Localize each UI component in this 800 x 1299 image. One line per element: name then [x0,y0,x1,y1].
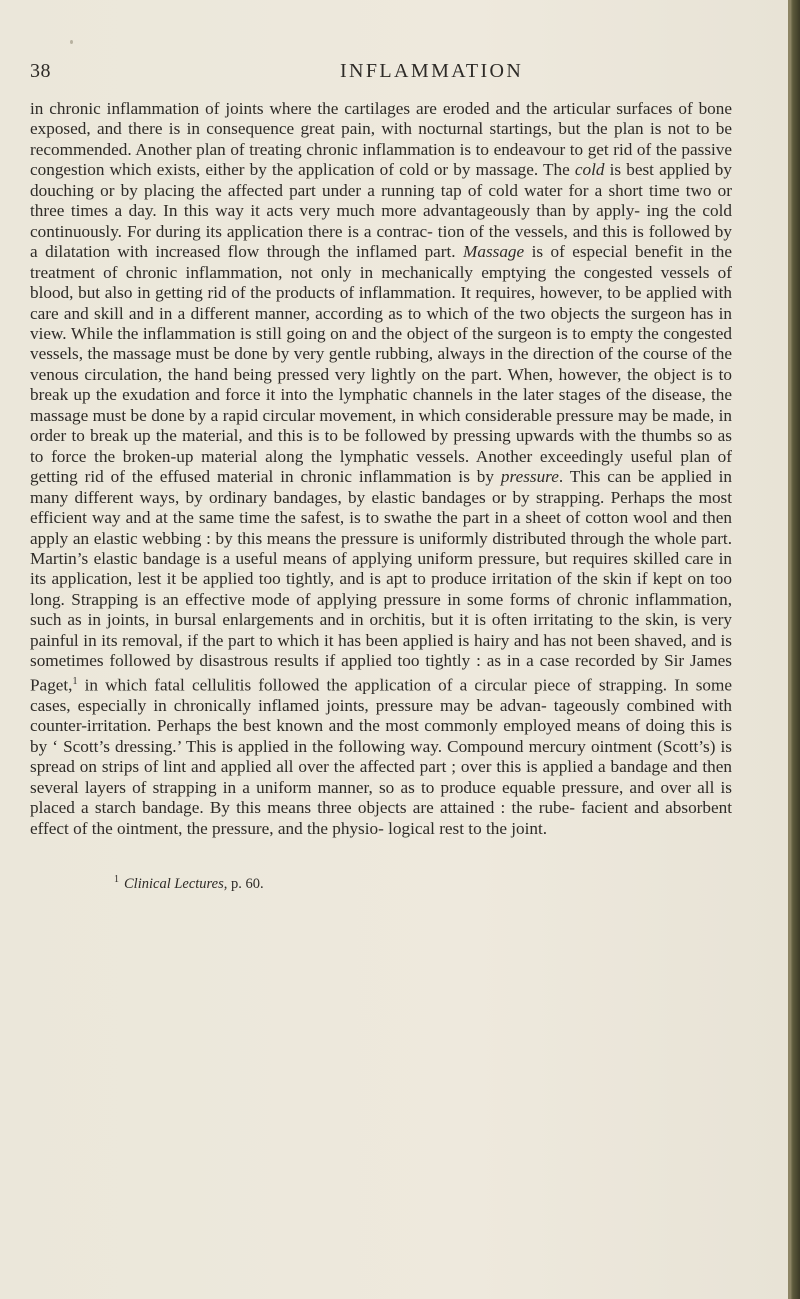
emphasis-pressure: pressure [500,467,559,487]
text-segment: is of especial benefit in the treatment of chronic inflammation, not only in mechanically emptying the congested vessels of blood, but also in getting rid of the products of inflammation. It requires, however, to be applied with care and skill and in a different manner, according as to which of the two objects the surgeon has in view. While the inflammation is still going on and the object of the surgeon is to empty the congested vessels, the massage must be done by very gentle rubbing, always in the direction of the course of the venous circulation, the hand being pressed very lightly on the part. When, however, the object is to break up the exudation and force it into the lymphatic channels in the later stages of the disease, the massage must be done by a rapid circular movement, in which considerable pressure may be made, in order to break up the material, and this is to be followed by pressing upwards with the thumbs so as to force the broken-up material along the lymphatic vessels. Another exceedingly useful plan of getting rid of the effused material in chronic inflammation is by [30,242,732,487]
emphasis-massage: Massage [463,242,525,262]
page-header [30,60,730,90]
footnote [114,871,264,893]
book-edge [788,0,800,1299]
running-head: INFLAMMATION [340,60,524,82]
text-segment: in which fatal cellulitis followed the application of a circular piece of strapping. In some cases, especially in chronically inflamed joints, pressure may be advan- tageously combined with counter-irritation. Perhaps the best known and the most commonly employed means of doing this is by ‘ Scott’s dressing.’ This is applied in the following way. Compound mercury ointment (Scott’s) is spread on strips of lint and applied all over the affected part ; over this is applied a bandage and then several layers of strapping in a uniform manner, so as to produce equable pressure, and over all is placed a starch bandage. By this means three objects are attained : the rube- facient and absorbent effect of the ointment, the pressure, and the physio- logical rest to the joint. [30,675,732,838]
body-paragraph [30,99,732,839]
text-segment: . This can be applied in many different ways, by ordinary bandages, by elastic bandages or by strapping. Perhaps the most efficient way and at the same time the safest, is to swathe the part in a sheet of cotton wool and then apply an elastic webbing : by this means the pressure is uniformly distributed through the whole part. Martin’s elastic bandage is a useful means of applying uniform pressure, but requires skilled care in its application, lest it be applied too tightly, and is apt to produce irritation of the skin if kept on too long. Strapping is an effective mode of applying pressure in some forms of chronic inflammation, such as in joints, in bursal enlargements and in orchitis, but it is often irritating to the skin, is very painful in its removal, if the part to which it has been applied is hairy and has not been shaved, and is sometimes followed by disastrous results if applied too tightly : as in a case recorded by Sir James Paget, [30,467,732,695]
text-segment: is best applied by douching or by placing the affected part under a running tap of cold water for a short time two or three times a day. In this way it acts very much more advantageously than by apply- ing the cold continuously. For during its application there is a contrac- tion of the vessels, and this is followed by a dilatation with increased flow through the inflamed part. [30,160,732,262]
text-segment: in chronic inflammation of joints where the cartilages are eroded and the articular surfaces of bone exposed, and there is in consequence great pain, with nocturnal startings, but the plan is not to be recommended. Another plan of treating chronic inflammation is to endeavour to get rid of the passive congestion which exists, either by the application of cold or by massage. The [30,99,732,180]
emphasis-cold: cold [574,160,605,180]
footnote-title: Clinical Lectures [124,875,224,892]
ink-speck [70,40,73,44]
footnote-page-ref: , p. 60. [223,875,264,892]
footnote-reference: 1 [72,675,78,687]
footnote-marker: 1 [114,874,119,885]
page-number: 38 [30,60,51,82]
